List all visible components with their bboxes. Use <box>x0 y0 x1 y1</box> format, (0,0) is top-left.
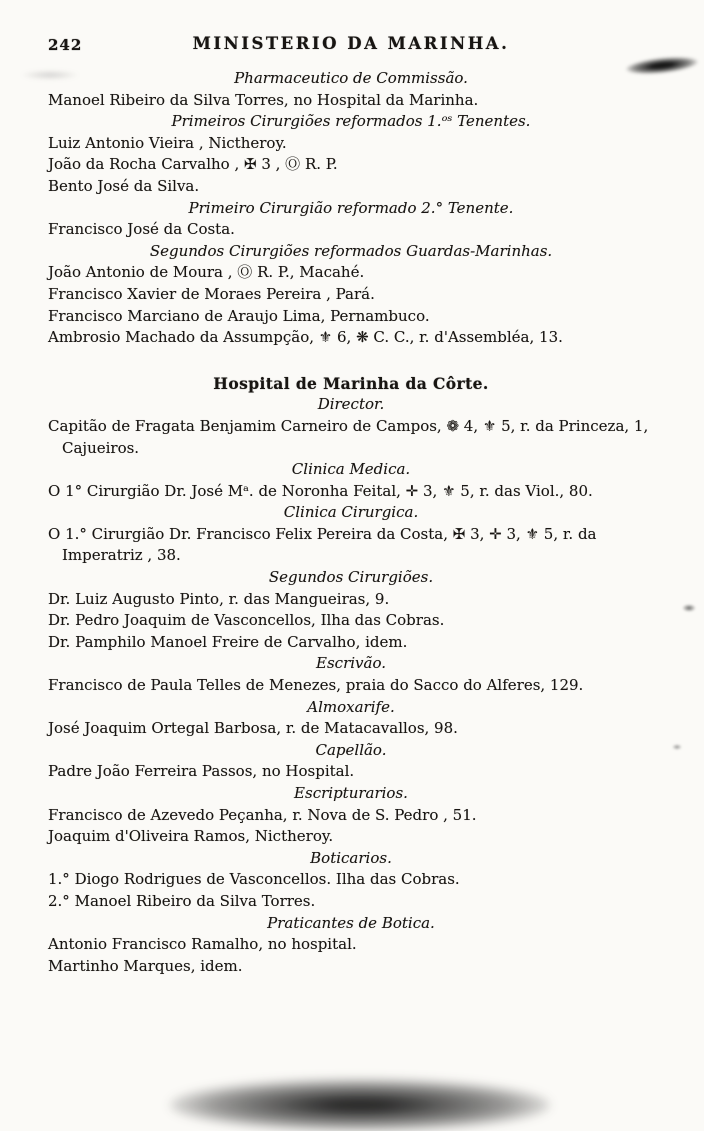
entry-line: Ambrosio Machado da Assumpção, ⚜ 6, ❋ C. C., r. d'Assembléa, 13. <box>48 328 563 347</box>
entry-line: 2.° Manoel Ribeiro da Silva Torres. <box>48 891 316 910</box>
entry-line: 1.° Diogo Rodrigues de Vasconcellos. Ilha das Cobras. <box>48 870 460 889</box>
rank-section-heading: Clinica Cirurgica. <box>283 503 419 522</box>
entry-line: José Joaquim Ortegal Barbosa, r. de Matacavallos, 98. <box>48 719 458 738</box>
entry-line: Luiz Antonio Vieira , Nictheroy. <box>48 133 287 152</box>
rank-section-heading: Capellão. <box>315 740 387 759</box>
rank-section-heading: Segundos Cirurgiões reformados Guardas-Marinhas. <box>149 241 553 260</box>
scan-artifact-bottom <box>170 1079 550 1131</box>
entry-line: Dr. Pedro Joaquim de Vasconcellos, Ilha das Cobras. <box>48 611 445 630</box>
scan-artifact-speck <box>682 604 696 612</box>
entry-line: Francisco José da Costa. <box>48 220 235 239</box>
entry-line: Manoel Ribeiro da Silva Torres, no Hospital da Marinha. <box>48 90 479 109</box>
page-header <box>48 34 654 60</box>
entry-line: Francisco de Azevedo Peçanha, r. Nova de S. Pedro , 51. <box>48 805 477 824</box>
entry-line: Francisco Xavier de Moraes Pereira , Pará. <box>48 284 375 303</box>
entry-line: Antonio Francisco Ramalho, no hospital. <box>48 935 357 954</box>
hospital-section-heading: Hospital de Marinha da Côrte. <box>213 373 489 393</box>
entry-line: Martinho Marques, idem. <box>48 956 243 975</box>
entry-line: O 1.° Cirurgião Dr. Francisco Felix Pereira da Costa, ✠ 3, ✛ 3, ⚜ 5, r. da Imperatriz , 38. <box>48 524 597 565</box>
entry-line: Dr. Luiz Augusto Pinto, r. das Mangueiras, 9. <box>48 589 390 608</box>
rank-section-heading: Escripturarios. <box>294 784 408 802</box>
entry-line: João Antonio de Moura , Ⓞ R. P., Macahé. <box>48 263 365 282</box>
entry-line: Padre João Ferreira Passos, no Hospital. <box>48 762 355 781</box>
book-page <box>48 34 654 977</box>
rank-section-heading: Segundos Cirurgiões. <box>268 568 434 587</box>
entry-line: Joaquim d'Oliveira Ramos, Nictheroy. <box>48 827 334 846</box>
rank-section-heading: Praticantes de Botica. <box>267 913 435 932</box>
rank-section-heading: Director. <box>317 395 385 414</box>
page-number: 242 <box>48 36 83 54</box>
entry-line: Capitão de Fragata Benjamim Carneiro de Campos, ❁ 4, ⚜ 5, r. da Princeza, 1, Cajueiros. <box>48 416 649 457</box>
entry-line: Dr. Pamphilo Manoel Freire de Carvalho, idem. <box>48 632 408 651</box>
entry-line: O 1° Cirurgião Dr. José Mᵃ. de Noronha Feital, ✛ 3, ⚜ 5, r. das Viol., 80. <box>48 481 593 500</box>
entry-line: Francisco Marciano de Araujo Lima, Pernambuco. <box>48 306 430 325</box>
rank-section-heading: Pharmaceutico de Commissão. <box>234 69 468 87</box>
rank-section-heading: Escrivão. <box>316 654 386 673</box>
entry-line: João da Rocha Carvalho , ✠ 3 , Ⓞ R. P. <box>48 155 338 174</box>
entry-line: Francisco de Paula Telles de Menezes, praia do Sacco do Alferes, 129. <box>48 676 584 695</box>
rank-section-heading: Clinica Medica. <box>291 460 411 479</box>
rank-section-heading: Primeiros Cirurgiões reformados 1.ᵒˢ Tenentes. <box>171 112 531 131</box>
page-header-title: MINISTERIO DA MARINHA. <box>192 34 510 53</box>
rank-section-heading: Almoxarife. <box>307 697 395 716</box>
rank-section-heading: Primeiro Cirurgião reformado 2.° Tenente. <box>188 198 514 217</box>
rank-section-heading: Boticarios. <box>310 848 392 867</box>
entry-line: Bento José da Silva. <box>48 176 200 195</box>
scan-artifact-speck <box>672 744 682 750</box>
page-body <box>48 68 654 977</box>
